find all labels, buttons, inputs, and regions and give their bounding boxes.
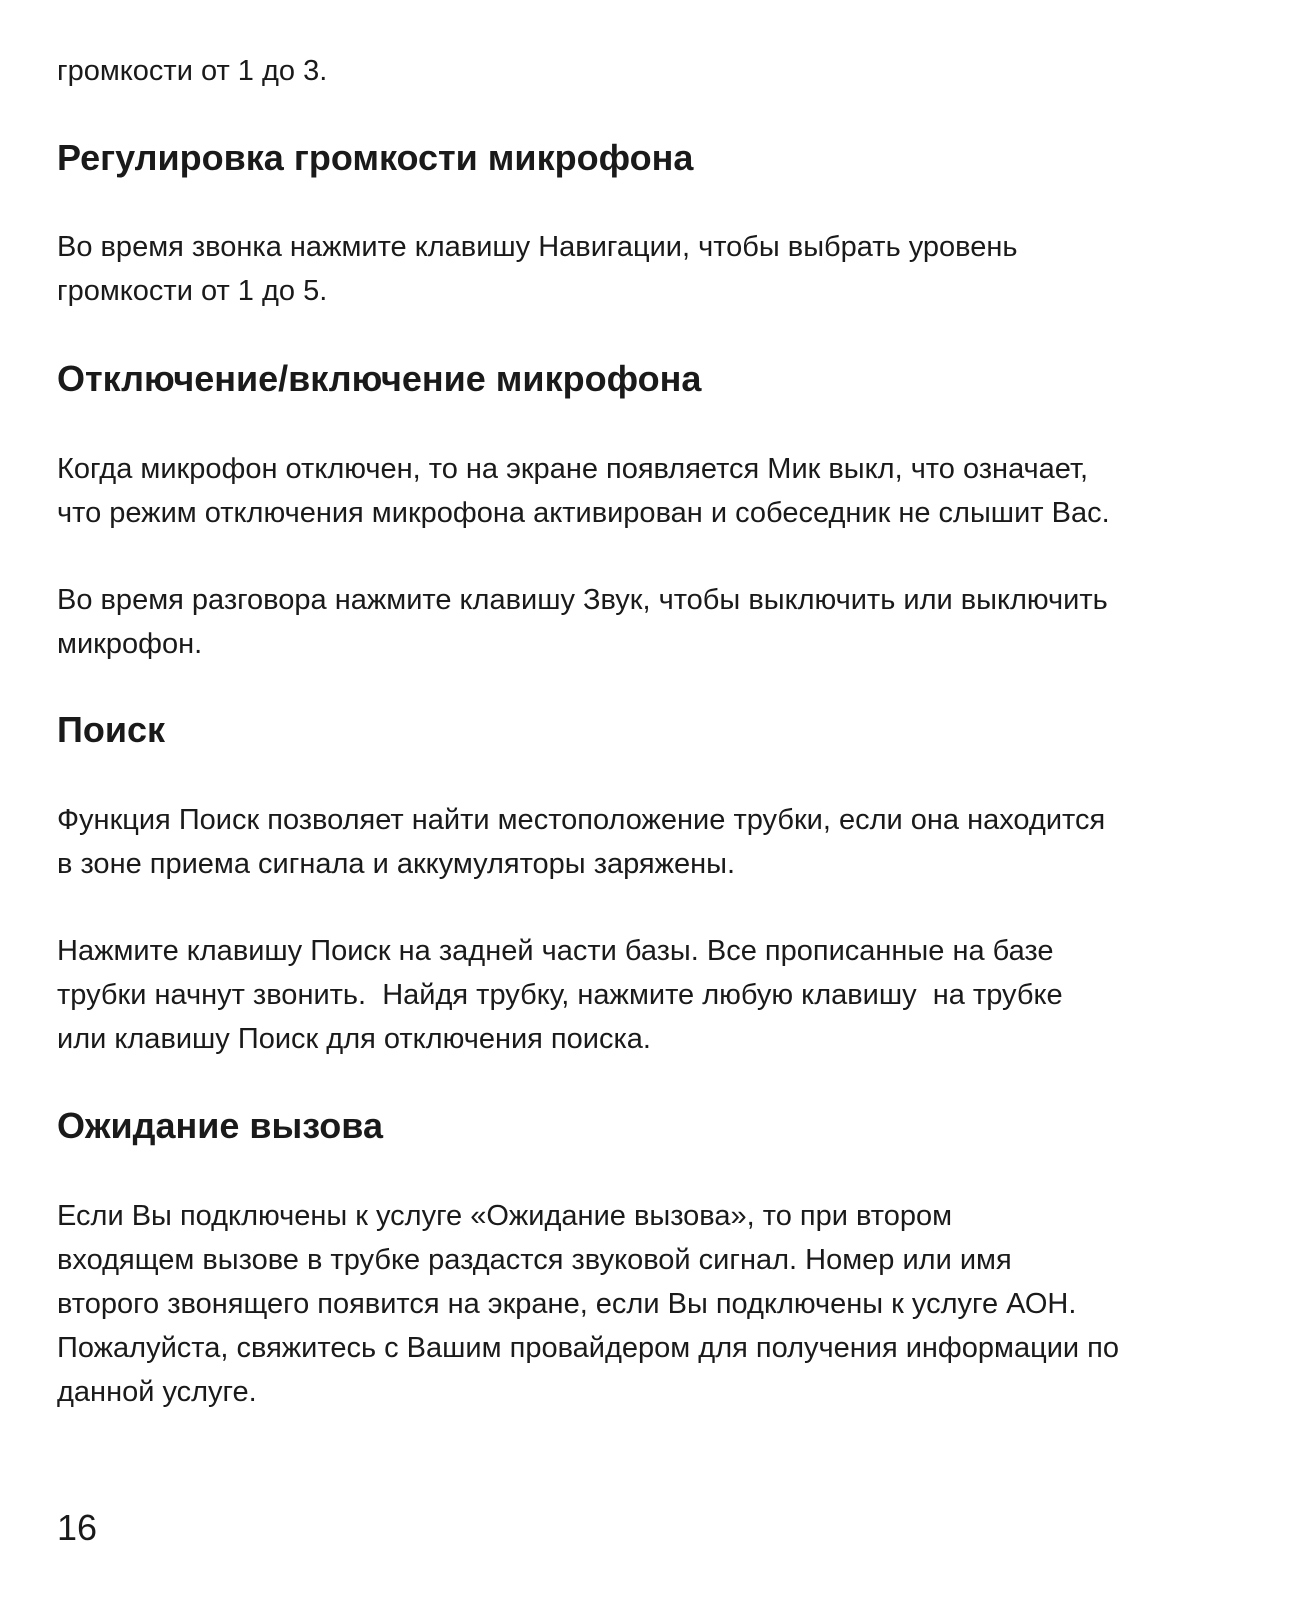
paragraph-line: Функция Поиск позволяет найти местоположение трубки, если она находится xyxy=(57,804,1106,836)
paragraph-line: данной услуге. xyxy=(57,1376,257,1408)
continuation-paragraph xyxy=(57,49,327,93)
paragraph-line: Нажмите клавишу Поиск на задней части базы. Все прописанные на базе xyxy=(57,935,1054,967)
section-heading-mic-mute: Отключение/включение микрофона xyxy=(57,358,702,399)
section-heading-call-waiting: Ожидание вызова xyxy=(57,1105,383,1146)
paragraph-line: второго звонящего появится на экране, если Вы подключены к услуге АОН. xyxy=(57,1288,1077,1320)
paragraph-line: Когда микрофон отключен, то на экране появляется Мик выкл, что означает, xyxy=(57,453,1089,485)
paragraph-line: в зоне приема сигнала и аккумуляторы заряжены. xyxy=(57,848,736,880)
call-waiting-paragraph xyxy=(57,1194,1119,1414)
section-heading-mic-volume: Регулировка громкости микрофона xyxy=(57,137,694,178)
paragraph-line: Во время разговора нажмите клавишу Звук, чтобы выключить или выключить xyxy=(57,584,1108,616)
mic-volume-paragraph xyxy=(57,225,1018,313)
paragraph-line: Пожалуйста, свяжитесь с Вашим провайдером для получения информации по xyxy=(57,1332,1120,1364)
paragraph-line: Во время звонка нажмите клавишу Навигации, чтобы выбрать уровень xyxy=(57,231,1018,263)
mic-mute-paragraph-2 xyxy=(57,578,1108,666)
mic-mute-paragraph-1 xyxy=(57,447,1110,535)
paragraph-line: громкости от 1 до 3. xyxy=(57,55,328,87)
paragraph-line: что режим отключения микрофона активирован и собеседник не слышит Вас. xyxy=(57,497,1110,529)
paragraph-line: или клавишу Поиск для отключения поиска. xyxy=(57,1023,651,1055)
paragraph-line: микрофон. xyxy=(57,628,203,660)
page-number: 16 xyxy=(57,1507,98,1548)
paragraph-line: входящем вызове в трубке раздастся звуковой сигнал. Номер или имя xyxy=(57,1244,1012,1276)
paragraph-line: Если Вы подключены к услуге «Ожидание вызова», то при втором xyxy=(57,1200,953,1232)
paragraph-line: трубки начнут звонить. Найдя трубку, нажмите любую клавишу на трубке xyxy=(57,979,1063,1011)
search-paragraph-1 xyxy=(57,798,1105,886)
section-heading-search: Поиск xyxy=(57,709,166,750)
paragraph-line: громкости от 1 до 5. xyxy=(57,275,328,307)
search-paragraph-2 xyxy=(57,929,1063,1061)
